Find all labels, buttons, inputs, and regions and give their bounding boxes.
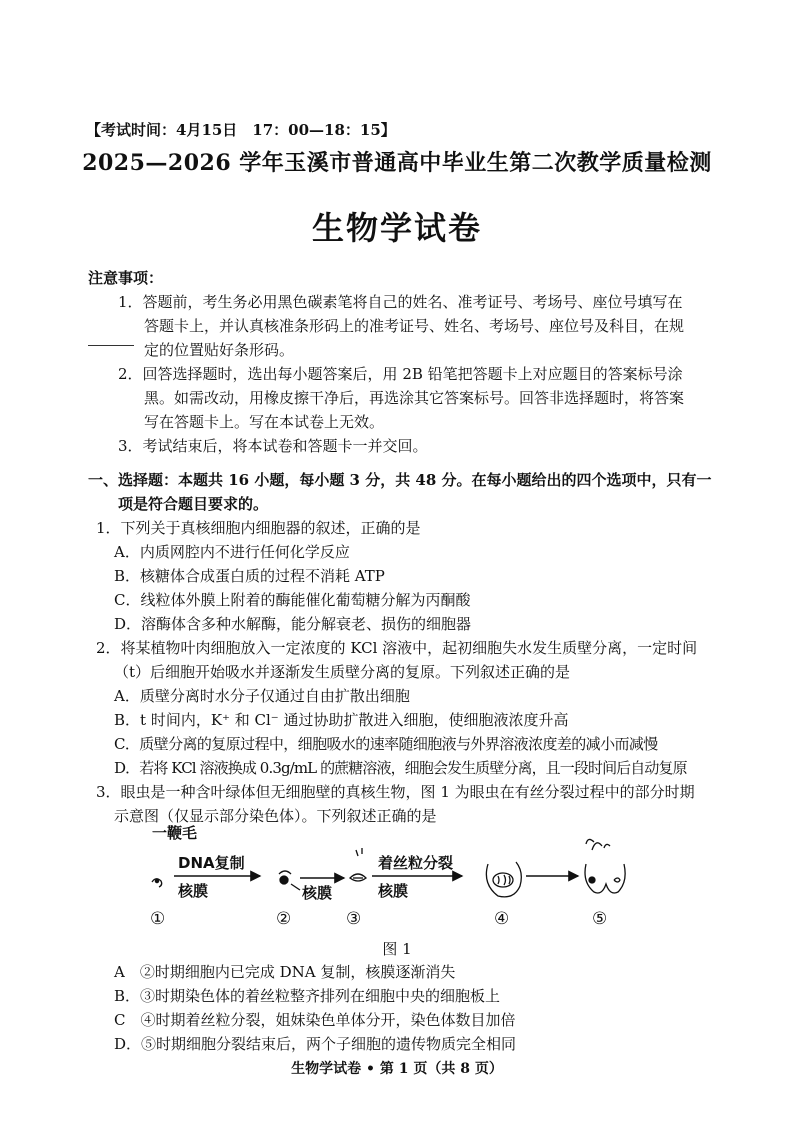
option-d: D．溶酶体含多种水解酶，能分解衰老、损伤的细胞器	[114, 615, 472, 633]
page-footer: 生物学试卷 • 第 1 页（共 8 页）	[291, 1061, 503, 1077]
option-a: A ②时期细胞内已完成 DNA 复制，核膜逐渐消失	[114, 963, 456, 981]
mitosis-diagram	[140, 820, 640, 932]
notes-heading: 注意事项：	[88, 269, 164, 287]
cell-stage-2	[279, 871, 300, 890]
notes-line: 写在答题卡上。写在本试卷上无效。	[144, 413, 385, 431]
figure-caption: 图 1	[382, 940, 412, 958]
option-c: C ④时期着丝粒分裂，姐妹染色单体分开，染色体数目加倍	[114, 1011, 516, 1029]
exam-main-title: 2025—2026 学年玉溪市普通高中毕业生第二次教学质量检测	[82, 150, 712, 176]
option-a: A．质壁分离时水分子仅通过自由扩散出细胞	[114, 687, 410, 705]
cell-stage-4	[486, 862, 521, 897]
cell-stage-5	[585, 839, 625, 893]
notes-line: 1．答题前，考生务必用黑色碳素笔将自己的姓名、准考证号、考场号、座位号填写在	[118, 293, 683, 311]
section-heading: 一、选择题：本题共 16 小题，每小题 3 分，共 48 分。在每小题给出的四个选项中，只有一	[88, 471, 712, 489]
option-d: D．⑤时期细胞分裂结束后，两个子细胞的遗传物质完全相同	[114, 1035, 517, 1053]
cell-stage-1	[152, 879, 162, 887]
stage-label: ①	[150, 909, 166, 929]
option-b: B．③时期染色体的着丝粒整齐排列在细胞中央的细胞板上	[114, 987, 501, 1005]
notes-line: 定的位置贴好条形码。	[144, 341, 295, 359]
arrow-2-bottom-label: 核膜	[302, 884, 333, 902]
option-c: C．线粒体外膜上附着的酶能催化葡萄糖分解为丙酮酸	[114, 591, 471, 609]
arrow-1-top-label: DNA复制	[178, 854, 245, 872]
flagellum-label: 一鞭毛	[152, 824, 198, 842]
arrow-1-bottom-label: 核膜	[178, 882, 209, 900]
question-stem-cont: （t）后细胞开始吸水并逐渐发生质壁分离的复原。下列叙述正确的是	[114, 663, 571, 681]
question-stem-cont: 示意图（仅显示部分染色体）。下列叙述正确的是	[114, 807, 437, 825]
stage-label: ⑤	[592, 909, 608, 929]
scan-mark-line	[88, 345, 134, 346]
notes-line: 黑。如需改动，用橡皮擦干净后，再选涂其它答案标号。回答非选择题时，将答案	[144, 389, 685, 407]
exam-time: 【考试时间：4月15日 17：00—18：15】	[86, 121, 396, 139]
option-b: B．核糖体合成蛋白质的过程不消耗 ATP	[114, 567, 385, 585]
subject-title: 生物学试卷	[311, 209, 482, 247]
stage-label: ②	[276, 909, 292, 929]
section-heading-cont: 项是符合题目要求的。	[118, 495, 269, 513]
notes-line: 2．回答选择题时，选出每小题答案后，用 2B 铅笔把答题卡上对应题目的答案标号涂	[118, 365, 683, 383]
notes-line: 答题卡上，并认真核准条形码上的准考证号、姓名、考场号、座位号及科目，在规	[144, 317, 685, 335]
arrow-3-bottom-label: 核膜	[378, 882, 409, 900]
stage-label: ④	[494, 909, 510, 929]
cell-stage-3	[350, 848, 366, 881]
option-c: C．质壁分离的复原过程中，细胞吸水的速率随细胞液与外界溶液浓度差的减小而减慢	[114, 735, 658, 753]
option-d: D．若将 KCl 溶液换成 0.3g/mL 的蔗糖溶液，细胞会发生质壁分离，且一段时间后自动复原	[114, 759, 687, 777]
question-stem: 2．将某植物叶肉细胞放入一定浓度的 KCl 溶液中，起初细胞失水发生质壁分离，一定时间	[96, 639, 698, 657]
option-a: A．内质网腔内不进行任何化学反应	[114, 543, 350, 561]
option-b: B．t 时间内，K⁺ 和 Cl⁻ 通过协助扩散进入细胞，使细胞液浓度升高	[114, 711, 569, 729]
question-stem: 1．下列关于真核细胞内细胞器的叙述，正确的是	[96, 519, 421, 537]
question-stem: 3．眼虫是一种含叶绿体但无细胞壁的真核生物，图 1 为眼虫在有丝分裂过程中的部分时期	[96, 783, 695, 801]
arrow-3-top-label: 着丝粒分裂	[378, 854, 454, 872]
stage-label: ③	[346, 909, 362, 929]
notes-line: 3．考试结束后，将本试卷和答题卡一并交回。	[118, 437, 428, 455]
